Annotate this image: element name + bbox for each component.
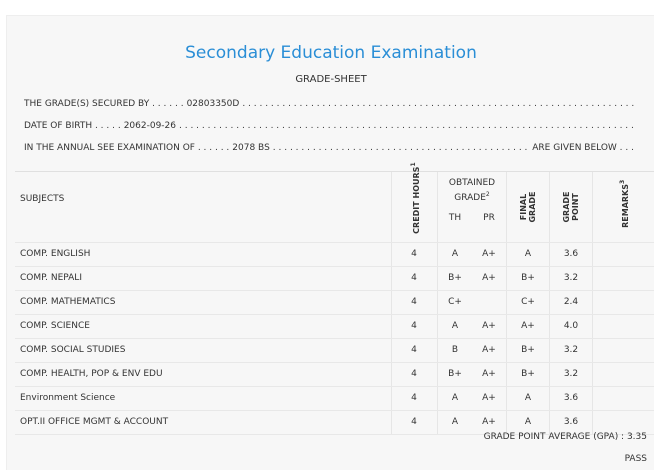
theory-grade: A [451, 321, 459, 331]
final-grade: B+ [521, 273, 535, 283]
info-dob [24, 119, 634, 133]
secured-by-label: THE GRADE(S) SECURED BY . . . . . . [24, 99, 184, 109]
symbol-number: 02803350D [186, 99, 240, 109]
header-remarks: REMARKS$^3$ [619, 179, 630, 228]
final-grade: B+ [521, 345, 535, 355]
remarks [593, 291, 654, 314]
practical-grade: A+ [482, 417, 496, 427]
info-secured-by [24, 97, 634, 111]
header-pr: PR [483, 213, 495, 223]
grade-point: 3.6 [563, 393, 579, 403]
grade-point: 3.2 [563, 273, 579, 283]
subject-name: COMP. HEALTH, POP & ENV EDU [20, 369, 163, 379]
subject-name: Environment Science [20, 393, 116, 403]
grade-sheet-heading: GRADE-SHEET [295, 74, 367, 85]
header-final-grade: FINAL GRADE [519, 191, 537, 223]
grade-point: 3.2 [563, 345, 579, 355]
credit-hours: 4 [411, 249, 417, 259]
subject-name: COMP. MATHEMATICS [20, 297, 116, 307]
header-credit-hours: CREDIT HOURS$^1$ [410, 162, 421, 234]
final-grade: A [524, 393, 532, 403]
credit-hours: 4 [411, 393, 417, 403]
credit-hours: 4 [411, 273, 417, 283]
theory-grade: A [451, 393, 459, 403]
grade-point: 2.4 [563, 297, 579, 307]
final-grade: A [524, 249, 532, 259]
final-grade: B+ [521, 369, 535, 379]
theory-grade: A [451, 417, 459, 427]
exam-year: 2078 BS [232, 143, 270, 153]
subject-name: COMP. ENGLISH [20, 249, 91, 259]
practical-grade: A+ [482, 273, 496, 283]
practical-grade: A+ [482, 345, 496, 355]
table-row [15, 339, 654, 363]
result-status: PASS [624, 454, 647, 464]
theory-grade: A [451, 249, 459, 259]
practical-grade: A+ [482, 321, 496, 331]
subject-name: COMP. SCIENCE [20, 321, 90, 331]
exam-label: IN THE ANNUAL SEE EXAMINATION OF . . . . . . [24, 143, 230, 153]
header-th: TH [448, 213, 462, 223]
info-exam [24, 141, 634, 155]
table-row [15, 315, 654, 339]
grade-point: 3.6 [563, 249, 579, 259]
table-header [15, 162, 654, 243]
credit-hours: 4 [411, 417, 417, 427]
credit-hours: 4 [411, 297, 417, 307]
final-grade: C+ [521, 297, 535, 307]
header-obtained-grade: OBTAINED GRADE$^2$ [448, 178, 496, 203]
remarks [593, 315, 654, 338]
grade-point: 4.0 [563, 321, 579, 331]
remarks [593, 411, 654, 434]
date-of-birth: 2062-09-26 [123, 121, 177, 131]
credit-hours: 4 [411, 369, 417, 379]
subject-name: COMP. SOCIAL STUDIES [20, 345, 126, 355]
dot-leader [179, 121, 634, 131]
practical-grade [472, 291, 506, 314]
dob-label: DATE OF BIRTH . . . . . [24, 121, 121, 131]
table-row [15, 363, 654, 387]
grade-point: 3.2 [563, 369, 579, 379]
theory-grade: B+ [448, 273, 462, 283]
header-grade-point: GRADE POINT [562, 191, 580, 223]
practical-grade: A+ [482, 249, 496, 259]
gpa-summary: GRADE POINT AVERAGE (GPA) : 3.35 [483, 432, 647, 442]
grade-sheet [6, 15, 654, 470]
practical-grade: A+ [482, 393, 496, 403]
remarks [593, 387, 654, 410]
exam-tail: ARE GIVEN BELOW . . . [532, 143, 634, 153]
grade-point: 3.6 [563, 417, 579, 427]
grade-table [15, 162, 654, 435]
theory-grade: B [451, 345, 459, 355]
table-row [15, 291, 654, 315]
remarks [593, 243, 654, 266]
theory-grade: C+ [448, 297, 462, 307]
subject-name: OPT.II OFFICE MGMT & ACCOUNT [20, 417, 169, 427]
credit-hours: 4 [411, 321, 417, 331]
remarks [593, 363, 654, 386]
table-row [15, 387, 654, 411]
theory-grade: B+ [448, 369, 462, 379]
subject-name: COMP. NEPALI [20, 273, 82, 283]
remarks [593, 339, 654, 362]
final-grade: A+ [521, 321, 535, 331]
credit-hours: 4 [411, 345, 417, 355]
table-row [15, 267, 654, 291]
final-grade: A [524, 417, 532, 427]
page-title: Secondary Education Examination [185, 43, 477, 63]
header-subjects: SUBJECTS [20, 194, 65, 204]
practical-grade: A+ [482, 369, 496, 379]
dot-leader [273, 143, 530, 153]
table-row [15, 243, 654, 267]
remarks [593, 267, 654, 290]
dot-leader [242, 99, 634, 109]
